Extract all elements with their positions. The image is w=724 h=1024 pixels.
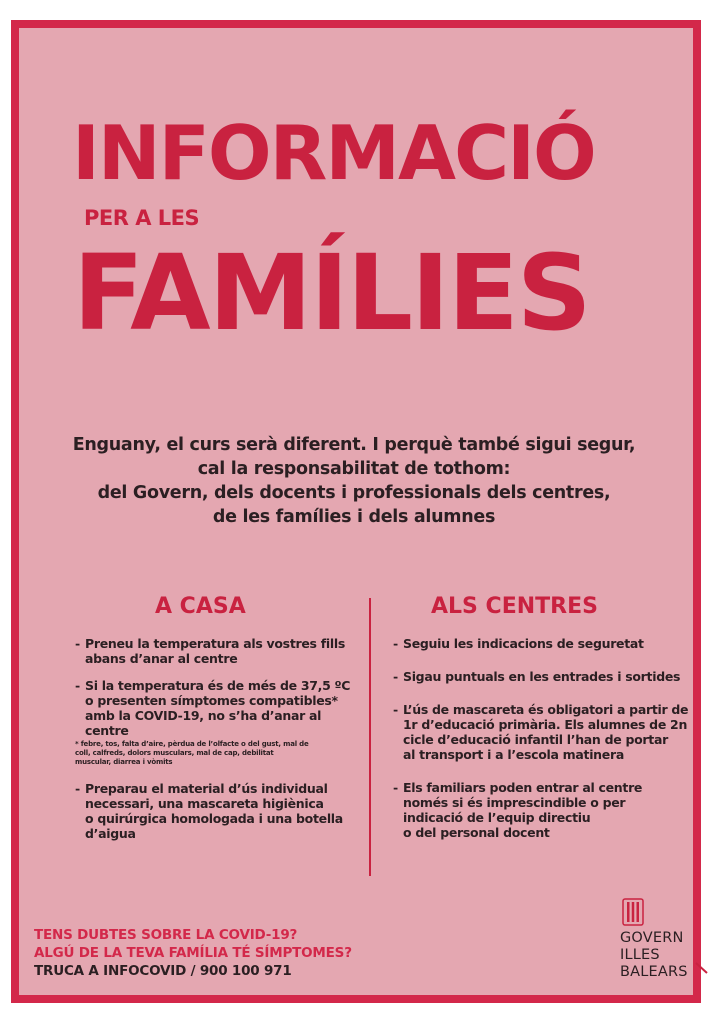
heading-a-casa: A CASA (155, 594, 246, 619)
list-item: - Seguiu les indicacions de seguretat (393, 636, 693, 651)
govern-logo-text (620, 930, 688, 981)
footer-question: ALGÚ DE LA TEVA FAMÍLIA TÉ SÍMPTOMES? (34, 945, 352, 961)
title-informacio: INFORMACIÓ (72, 109, 595, 197)
list-item: - Preparau el material d’ús individual necessari, una mascareta higiènica o quirúrgica homologada i una botella d’aigua (75, 781, 357, 841)
logo-line: BALEARS (620, 964, 688, 980)
als-centres-list (393, 636, 693, 858)
list-item: - Els familiars poden entrar al centre només si és imprescindible o per indicació de l’equip directiu o del personal docent (393, 780, 693, 840)
symptoms-footnote: * febre, tos, falta d’aire, pèrdua de l’olfacte o del gust, mal de coll, calfreds, dolors musculars, mal de cap, debilitat muscular, diarrea i vòmits (75, 740, 309, 766)
poster (11, 20, 701, 1003)
govern-shield-icon (622, 898, 644, 926)
intro-text (64, 433, 644, 529)
list-item: - L’ús de mascareta és obligatori a partir de 1r d’educació primària. Els alumnes de 2n cicle d’educació infantil l’han de portar al transport i a l’escola matinera (393, 702, 693, 762)
title-per-a-les: PER A LES (84, 206, 200, 230)
a-casa-list (75, 636, 357, 841)
footer-question: TENS DUBTES SOBRE LA COVID-19? (34, 927, 298, 943)
title-families: FAMÍLIES (73, 232, 590, 354)
column-divider (369, 598, 371, 876)
intro-line: de les famílies i dels alumnes (212, 507, 496, 527)
intro-line: cal la responsabilitat de tothom: (197, 459, 511, 479)
heading-als-centres: ALS CENTRES (431, 594, 598, 619)
logo-line: GOVERN (620, 930, 684, 946)
list-item: - Si la temperatura és de més de 37,5 ºC o presenten símptomes compatibles* amb la COVID-19, no s’ha d’anar al centre (75, 678, 357, 738)
list-item: - Preneu la temperatura als vostres fills abans d’anar al centre (75, 636, 357, 666)
intro-line: del Govern, dels docents i professionals dels centres, (97, 483, 611, 503)
logo-line: ILLES (620, 947, 660, 963)
logo-slash-icon (695, 962, 709, 974)
intro-line: Enguany, el curs serà diferent. I perquè també sigui segur, (72, 435, 636, 455)
list-item: - Sigau puntuals en les entrades i sortides (393, 669, 693, 684)
footer-call-number[interactable]: TRUCA A INFOCOVID / 900 100 971 (34, 963, 292, 979)
footer-helpline (34, 926, 352, 980)
